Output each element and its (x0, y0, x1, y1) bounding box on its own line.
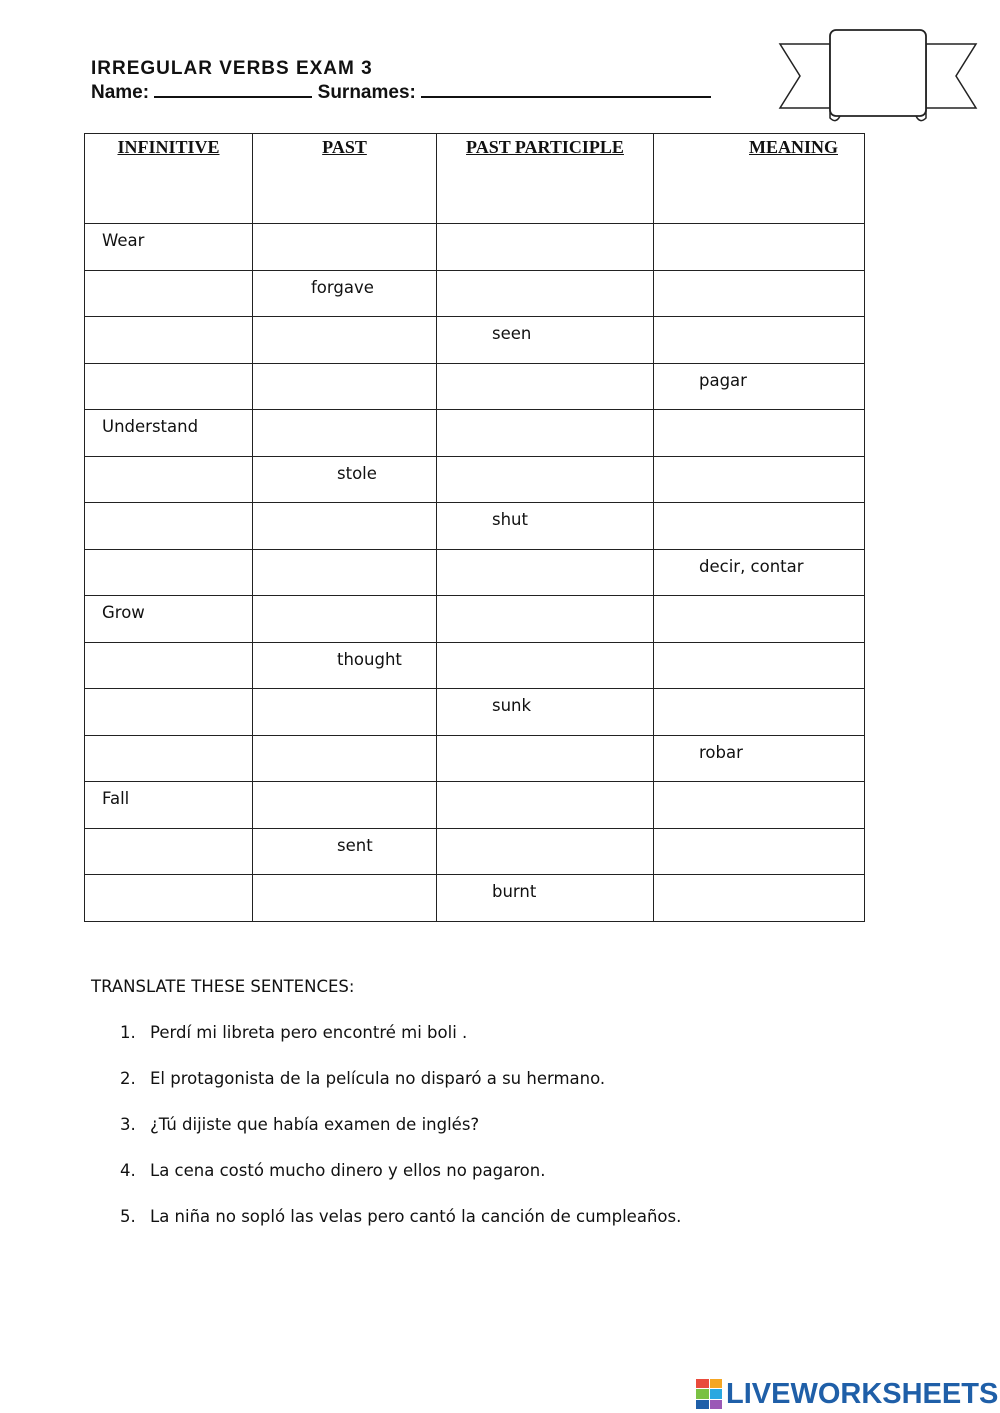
cell-text: burnt (492, 882, 537, 901)
cell-past-participle[interactable] (437, 410, 654, 457)
cell-text: seen (492, 324, 532, 343)
sentence-number: 5. (120, 1207, 136, 1226)
sentence-text: Perdí mi libreta pero encontré mi boli . (150, 1023, 468, 1042)
cell-infinitive[interactable] (85, 456, 253, 503)
cell-meaning[interactable] (654, 317, 865, 364)
cell-text: pagar (699, 370, 747, 390)
cell-past[interactable] (253, 782, 437, 829)
cell-text: forgave (311, 277, 374, 297)
irregular-verbs-table (84, 133, 865, 922)
table-row (85, 828, 865, 875)
cell-meaning[interactable] (654, 689, 865, 736)
sentence-number: 2. (120, 1069, 136, 1088)
sentence-text: La cena costó mucho dinero y ellos no pagaron. (150, 1161, 546, 1180)
sentence-list (120, 1023, 681, 1253)
cell-infinitive (85, 782, 253, 829)
cell-infinitive (85, 596, 253, 643)
cell-past-participle (437, 689, 654, 736)
cell-infinitive (85, 410, 253, 457)
cell-meaning (654, 549, 865, 596)
table-row (85, 503, 865, 550)
table-row (85, 270, 865, 317)
sentence-item (120, 1069, 681, 1115)
cell-text: Wear (102, 231, 145, 250)
sentence-item (120, 1115, 681, 1161)
sentence-text: La niña no sopló las velas pero cantó la canción de cumpleaños. (150, 1207, 682, 1226)
cell-infinitive[interactable] (85, 828, 253, 875)
cell-infinitive[interactable] (85, 689, 253, 736)
cell-meaning[interactable] (654, 224, 865, 271)
cell-infinitive[interactable] (85, 549, 253, 596)
cell-infinitive[interactable] (85, 875, 253, 922)
sentence-number: 1. (120, 1023, 136, 1042)
header-meaning: MEANING (654, 134, 865, 224)
table-row (85, 224, 865, 271)
cell-past-participle[interactable] (437, 735, 654, 782)
cell-text: stole (337, 463, 377, 483)
cell-past-participle[interactable] (437, 828, 654, 875)
cell-past-participle[interactable] (437, 224, 654, 271)
ribbon-banner-graphic (778, 28, 978, 128)
cell-text: Fall (102, 789, 130, 808)
cell-infinitive[interactable] (85, 503, 253, 550)
name-surnames-line (91, 82, 711, 104)
cell-meaning[interactable] (654, 642, 865, 689)
cell-past[interactable] (253, 875, 437, 922)
cell-meaning[interactable] (654, 875, 865, 922)
cell-text: robar (699, 742, 743, 762)
cell-past-participle[interactable] (437, 782, 654, 829)
table-header-row (85, 134, 865, 224)
cell-meaning[interactable] (654, 782, 865, 829)
cell-infinitive[interactable] (85, 270, 253, 317)
sentence-text: El protagonista de la película no disparó a su hermano. (150, 1069, 606, 1088)
table-row (85, 410, 865, 457)
surnames-label: Surnames: (317, 82, 416, 103)
cell-meaning[interactable] (654, 270, 865, 317)
table-row (85, 642, 865, 689)
cell-meaning (654, 363, 865, 410)
liveworksheets-wordmark: LIVEWORKSHEETS (726, 1377, 999, 1410)
translate-heading: TRANSLATE THESE SENTENCES: (91, 977, 355, 996)
sentence-item (120, 1207, 681, 1253)
cell-text: decir, contar (699, 556, 804, 576)
cell-past[interactable] (253, 596, 437, 643)
cell-text: Understand (102, 417, 199, 436)
cell-text: thought (337, 649, 402, 669)
cell-past[interactable] (253, 549, 437, 596)
cell-past[interactable] (253, 317, 437, 364)
cell-meaning[interactable] (654, 456, 865, 503)
table-row (85, 363, 865, 410)
cell-past[interactable] (253, 410, 437, 457)
cell-text: sent (337, 835, 373, 855)
table-row (85, 782, 865, 829)
sentence-text: ¿Tú dijiste que había examen de inglés? (150, 1115, 480, 1134)
cell-past (253, 456, 437, 503)
cell-meaning[interactable] (654, 596, 865, 643)
cell-past[interactable] (253, 224, 437, 271)
cell-infinitive[interactable] (85, 735, 253, 782)
table-row (85, 689, 865, 736)
sentence-item (120, 1023, 681, 1069)
sentence-number: 4. (120, 1161, 136, 1180)
cell-meaning (654, 735, 865, 782)
table-row (85, 735, 865, 782)
cell-text: shut (492, 510, 528, 529)
header-past: PAST (253, 134, 437, 224)
cell-meaning[interactable] (654, 410, 865, 457)
cell-past-participle (437, 875, 654, 922)
cell-past (253, 828, 437, 875)
cell-infinitive (85, 224, 253, 271)
cell-text: Grow (102, 603, 145, 622)
cell-past-participle[interactable] (437, 642, 654, 689)
surnames-blank[interactable] (421, 82, 711, 98)
cell-past[interactable] (253, 735, 437, 782)
table-row (85, 456, 865, 503)
liveworksheets-logo-icon (696, 1379, 722, 1409)
table-row (85, 317, 865, 364)
header-past-participle: PAST PARTICIPLE (437, 134, 654, 224)
cell-past-participle (437, 503, 654, 550)
table-row (85, 875, 865, 922)
table-row (85, 596, 865, 643)
cell-past (253, 642, 437, 689)
cell-past[interactable] (253, 363, 437, 410)
cell-past[interactable] (253, 503, 437, 550)
cell-past-participle[interactable] (437, 596, 654, 643)
cell-past-participle[interactable] (437, 363, 654, 410)
table-row (85, 549, 865, 596)
cell-infinitive[interactable] (85, 642, 253, 689)
name-label: Name: (91, 82, 150, 103)
cell-past-participle[interactable] (437, 549, 654, 596)
cell-infinitive[interactable] (85, 317, 253, 364)
cell-past-participle (437, 317, 654, 364)
cell-past-participle[interactable] (437, 270, 654, 317)
cell-past-participle[interactable] (437, 456, 654, 503)
cell-meaning[interactable] (654, 828, 865, 875)
cell-past[interactable] (253, 689, 437, 736)
liveworksheets-brand (696, 1376, 998, 1412)
sentence-number: 3. (120, 1115, 136, 1134)
cell-text: sunk (492, 696, 532, 715)
sentence-item (120, 1161, 681, 1207)
exam-title: IRREGULAR VERBS EXAM 3 (91, 58, 373, 79)
header-infinitive: INFINITIVE (85, 134, 253, 224)
cell-infinitive[interactable] (85, 363, 253, 410)
cell-meaning[interactable] (654, 503, 865, 550)
name-blank[interactable] (154, 82, 312, 98)
cell-past (253, 270, 437, 317)
